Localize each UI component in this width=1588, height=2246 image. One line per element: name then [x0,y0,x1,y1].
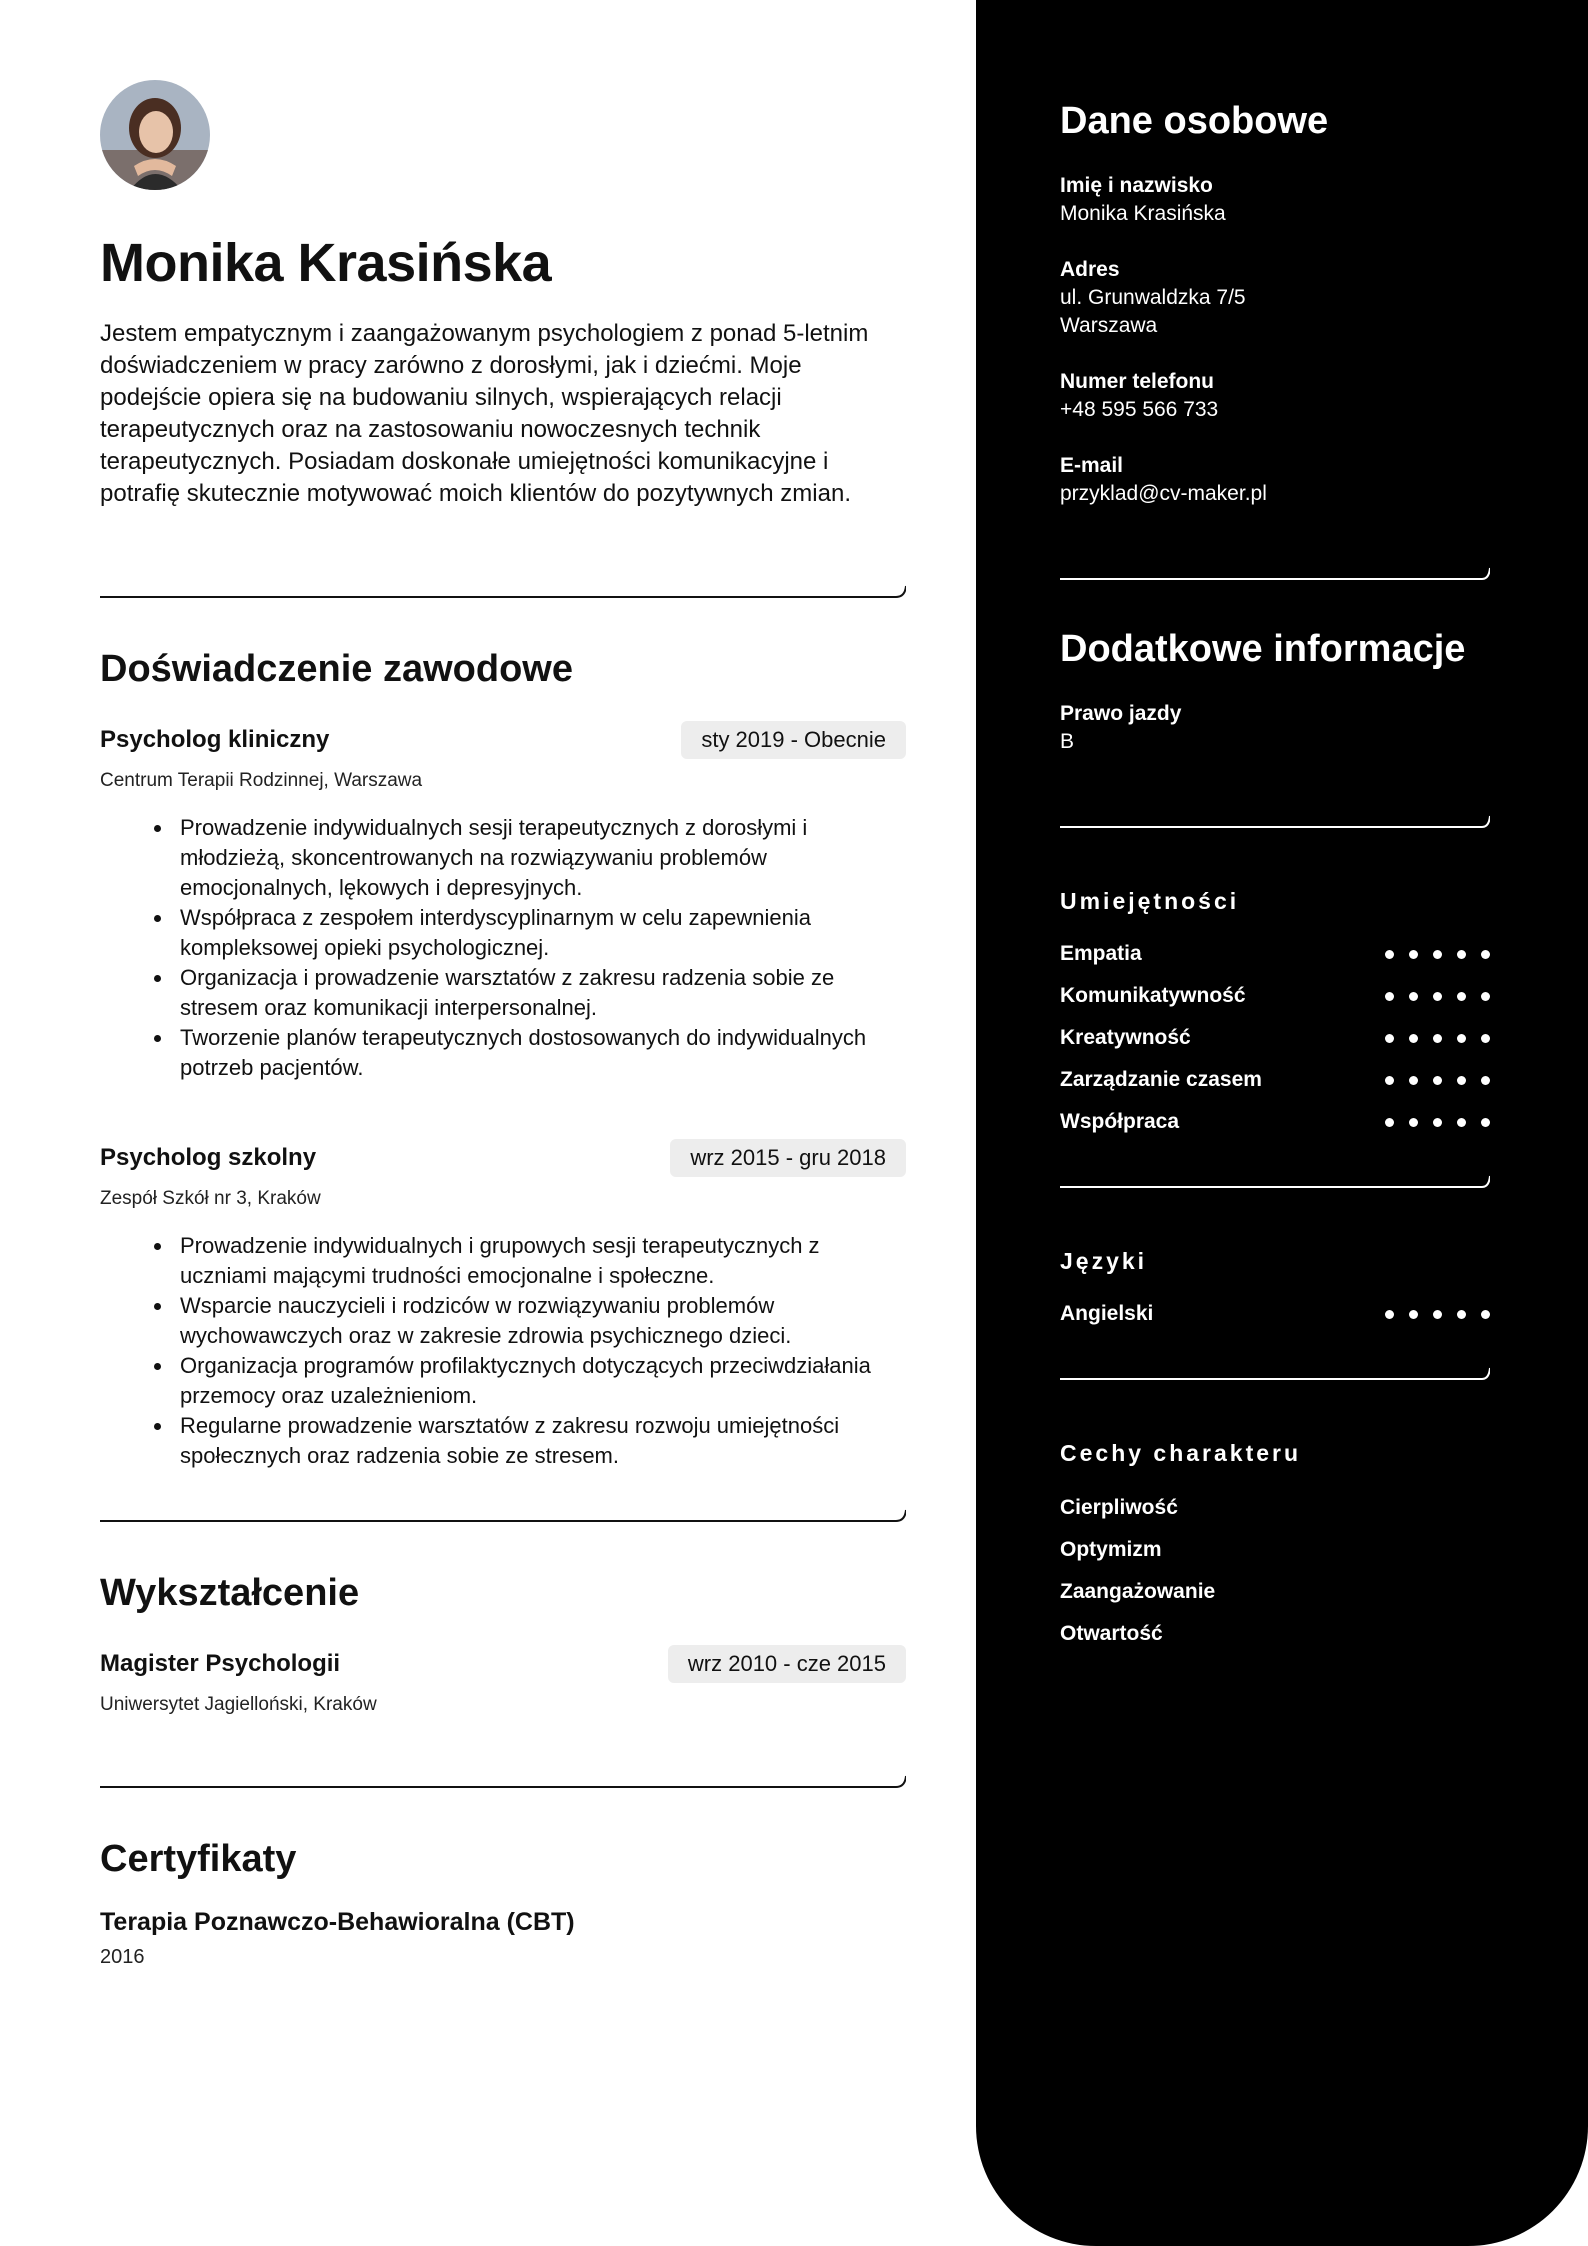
skill-rating [1385,1034,1490,1043]
job-title: Psycholog kliniczny [100,726,330,753]
rating-dot [1409,1076,1418,1085]
job-dates: wrz 2015 - gru 2018 [670,1139,906,1177]
rating-dot [1433,950,1442,959]
section-divider [100,1508,906,1522]
rating-dot [1433,992,1442,1001]
list-item: Organizacja i prowadzenie warsztatów z zakresu radzenia sobie ze stresem oraz komunikacji interpersonalnej. [180,963,906,1023]
degree-title: Magister Psychologii [100,1650,341,1677]
rating-dot [1409,992,1418,1001]
rating-dot [1457,1034,1466,1043]
sidebar-panel [976,0,1588,2246]
language-row [1060,1302,1490,1332]
panel-divider [1060,1174,1490,1188]
certificates-heading: Certyfikaty [100,1838,297,1880]
skill-name: Kreatywność [1060,1026,1191,1049]
skill-row [1060,1026,1490,1056]
language-rating [1385,1310,1490,1319]
skill-row [1060,942,1490,972]
trait-item: Optymizm [1060,1538,1162,1561]
section-divider [100,584,906,598]
list-item: Tworzenie planów terapeutycznych dostosowanych do indywidualnych potrzeb pacjentów. [180,1023,906,1083]
traits-heading: Cechy charakteru [1060,1440,1302,1466]
profile-summary: Jestem empatycznym i zaangażowanym psychologiem z ponad 5-letnim doświadczeniem w pracy zarówno z dorosłymi, jak i dziećmi. Moje podejście opiera się na budowaniu silnych, wspierających relacji terapeutycznych oraz na zastosowaniu nowoczesnych technik terapeutycznych. Posiadam doskonałe umiejętności komunikacyjne i potrafię skutecznie motywować moich klientów do pozytywnych zmian. [100,320,869,507]
rating-dot [1481,1076,1490,1085]
rating-dot [1409,950,1418,959]
rating-dot [1409,1310,1418,1319]
rating-dot [1457,1076,1466,1085]
rating-dot [1385,1118,1394,1127]
rating-dot [1385,992,1394,1001]
skill-name: Współpraca [1060,1110,1180,1133]
list-item: Prowadzenie indywidualnych i grupowych sesji terapeutycznych z uczniami mającymi trudności emocjonalne i społeczne. [180,1231,906,1291]
list-item: Współpraca z zespołem interdyscyplinarnym w celu zapewnienia kompleksowej opieki psychologicznej. [180,903,906,963]
phone-label: Numer telefonu [1060,370,1215,393]
languages-heading: Języki [1060,1248,1148,1274]
rating-dot [1433,1310,1442,1319]
skills-heading: Umiejętności [1060,888,1240,914]
additional-heading: Dodatkowe informacje [1060,628,1466,670]
trait-item: Cierpliwość [1060,1496,1178,1519]
list-item: Prowadzenie indywidualnych sesji terapeutycznych z dorosłymi i młodzieżą, skoncentrowanych na rozwiązywaniu problemów emocjonalnych, lękowych i depresyjnych. [180,813,906,903]
skill-rating [1385,950,1490,959]
job-company: Zespół Szkół nr 3, Kraków [100,1188,321,1209]
rating-dot [1385,1034,1394,1043]
license-value: B [1060,730,1075,753]
rating-dot [1457,1310,1466,1319]
rating-dot [1457,950,1466,959]
job-bullets [100,1231,906,1471]
skill-rating [1385,1118,1490,1127]
rating-dot [1385,1310,1394,1319]
school-name: Uniwersytet Jagielloński, Kraków [100,1694,377,1715]
panel-divider [1060,814,1490,828]
rating-dot [1481,950,1490,959]
panel-divider [1060,566,1490,580]
skill-name: Empatia [1060,942,1142,965]
education-heading: Wykształcenie [100,1572,360,1614]
rating-dot [1481,992,1490,1001]
email-label: E-mail [1060,454,1124,477]
list-item: Regularne prowadzenie warsztatów z zakresu rozwoju umiejętności społecznych oraz radzenia sobie ze stresem. [180,1411,906,1471]
skill-name: Komunikatywność [1060,984,1246,1007]
personal-heading: Dane osobowe [1060,100,1329,142]
name-label: Imię i nazwisko [1060,174,1213,197]
rating-dot [1409,1034,1418,1043]
rating-dot [1433,1076,1442,1085]
candidate-name: Monika Krasińska [100,233,552,293]
job-bullets [100,813,906,1083]
rating-dot [1481,1034,1490,1043]
skill-rating [1385,1076,1490,1085]
address-line2: Warszawa [1060,314,1158,337]
list-item: Wsparcie nauczycieli i rodziców w rozwiązywaniu problemów wychowawczych oraz w zakresie zdrowia psychicznego dzieci. [180,1291,906,1351]
skill-row [1060,1110,1490,1140]
rating-dot [1481,1310,1490,1319]
job-title: Psycholog szkolny [100,1144,317,1171]
rating-dot [1433,1118,1442,1127]
address-label: Adres [1060,258,1120,281]
phone-value: +48 595 566 733 [1060,398,1219,421]
rating-dot [1481,1118,1490,1127]
rating-dot [1457,992,1466,1001]
skill-name: Zarządzanie czasem [1060,1068,1262,1091]
rating-dot [1409,1118,1418,1127]
rating-dot [1385,1076,1394,1085]
email-value: przyklad@cv-maker.pl [1060,482,1267,505]
certificate-year: 2016 [100,1946,145,1968]
language-name: Angielski [1060,1302,1154,1325]
address-line1: ul. Grunwaldzka 7/5 [1060,286,1246,309]
rating-dot [1385,950,1394,959]
job-company: Centrum Terapii Rodzinnej, Warszawa [100,770,423,791]
panel-divider [1060,1366,1490,1380]
trait-item: Zaangażowanie [1060,1580,1216,1603]
skill-row [1060,984,1490,1014]
avatar [100,80,210,190]
list-item: Organizacja programów profilaktycznych dotyczących przeciwdziałania przemocy oraz uzależnieniom. [180,1351,906,1411]
experience-heading: Doświadczenie zawodowe [100,648,573,690]
skill-row [1060,1068,1490,1098]
education-dates: wrz 2010 - cze 2015 [668,1645,906,1683]
license-label: Prawo jazdy [1060,702,1182,725]
trait-item: Otwartość [1060,1622,1163,1645]
skill-rating [1385,992,1490,1001]
rating-dot [1457,1118,1466,1127]
certificate-name: Terapia Poznawczo-Behawioralna (CBT) [100,1908,575,1936]
rating-dot [1433,1034,1442,1043]
name-value: Monika Krasińska [1060,202,1226,225]
section-divider [100,1774,906,1788]
job-dates: sty 2019 - Obecnie [681,721,906,759]
